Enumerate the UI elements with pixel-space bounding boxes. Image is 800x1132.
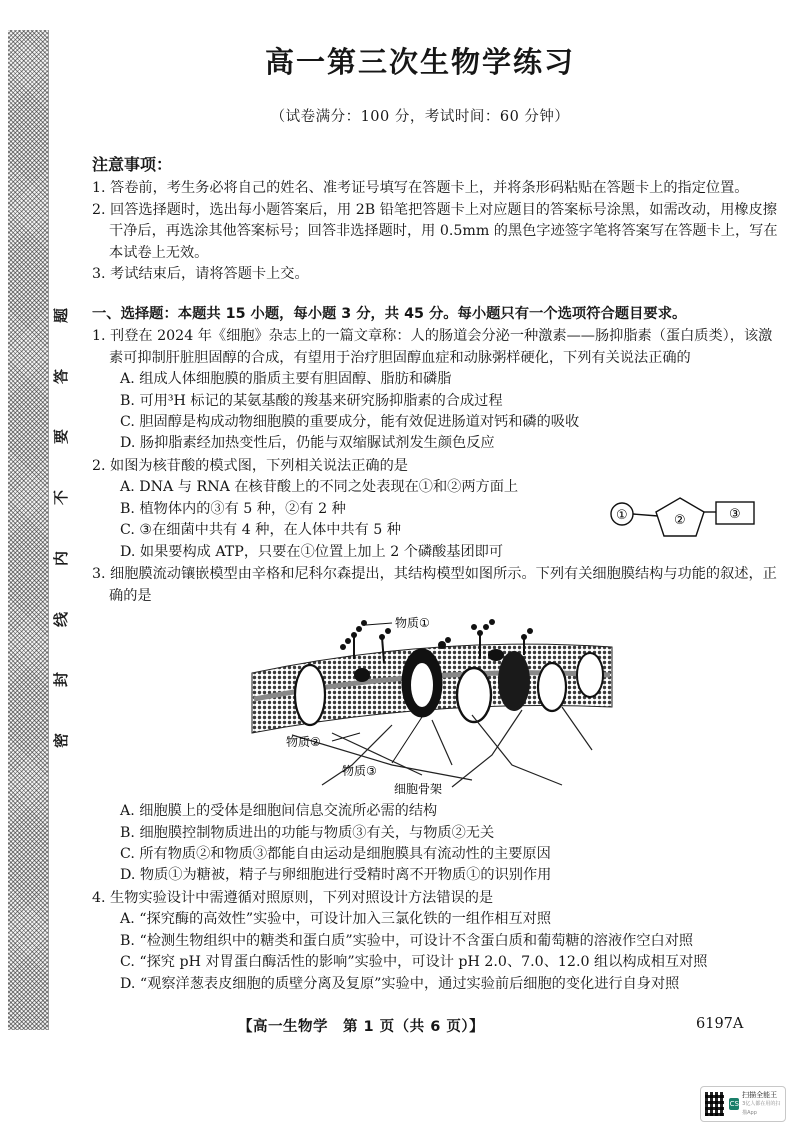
page-title: 高一第三次生物学练习 bbox=[264, 45, 575, 79]
option-d: D. “观察洋葱表皮细胞的质壁分离及复原”实验中，通过实验前后细胞的变化进行自身对照 bbox=[120, 975, 680, 992]
option-d: D. 如果要构成 ATP，只要在①位置上加上 2 个磷酸基团即可 bbox=[120, 543, 504, 560]
binding-margin-pattern bbox=[8, 30, 49, 1030]
option-b: B. 植物体内的③有 5 种，②有 2 种 bbox=[120, 500, 346, 517]
label-3: ③ bbox=[729, 507, 741, 522]
scanner-watermark bbox=[700, 1086, 786, 1122]
option-c: C. ③在细菌中共有 4 种，在人体中共有 5 种 bbox=[120, 522, 401, 539]
scanner-title: 扫描全能王 bbox=[742, 1090, 778, 1099]
option-a: A. DNA 与 RNA 在核苷酸上的不同之处表现在①和②两方面上 bbox=[120, 479, 519, 496]
label-material-3: 物质③ bbox=[342, 764, 377, 779]
option-a: A. 细胞膜上的受体是细胞间信息交流所必需的结构 bbox=[120, 803, 438, 820]
margin-char: 封 bbox=[52, 672, 71, 688]
section-heading: 一、选择题：本题共 15 小题，每小题 3 分，共 45 分。每小题只有一个选项符合题目要求。 bbox=[92, 305, 687, 322]
paper-code: 6197A bbox=[696, 1016, 744, 1032]
margin-char: 密 bbox=[52, 732, 71, 748]
exam-info: （试卷满分：100 分，考试时间：60 分钟） bbox=[270, 109, 570, 125]
label-material-2: 物质② bbox=[286, 735, 321, 750]
page-footer: 【高一生物学 第 1 页（共 6 页）】 bbox=[238, 1019, 485, 1035]
option-b: B. 可用³H 标记的某氨基酸的羧基来研究肠抑脂素的合成过程 bbox=[120, 392, 503, 409]
fluid-mosaic-diagram bbox=[92, 615, 782, 795]
option-c: C. 胆固醇是构成动物细胞膜的重要成分，能有效促进肠道对钙和磷的吸收 bbox=[120, 413, 580, 430]
option-a: A. “探究酶的高效性”实验中，可设计加入三氯化铁的一组作相互对照 bbox=[120, 911, 552, 928]
label-2: ② bbox=[674, 513, 686, 528]
margin-char: 要 bbox=[52, 429, 71, 445]
margin-char: 题 bbox=[52, 307, 71, 324]
margin-char: 答 bbox=[52, 368, 71, 384]
qr-code-icon bbox=[705, 1092, 724, 1116]
option-d: D. 肠抑脂素经加热变性后，仍能与双缩脲试剂发生颜色反应 bbox=[120, 435, 495, 452]
label-cytoskeleton: 细胞骨架 bbox=[394, 782, 443, 796]
membrane-figure bbox=[92, 615, 782, 795]
nucleotide-figure bbox=[520, 490, 760, 554]
option-c: C. 所有物质②和物质③都能自由运动是细胞膜具有流动性的主要原因 bbox=[120, 846, 551, 862]
option-b: B. 细胞膜控制物质进出的功能与物质③有关，与物质②无关 bbox=[120, 824, 495, 841]
scanner-label bbox=[742, 1091, 785, 1118]
scanner-subtitle: 3亿人都在用的扫描App bbox=[742, 1100, 781, 1116]
notice-item: 1. 答卷前，考生务必将自己的姓名、准考证号填写在答题卡上，并将条形码粘贴在答题卡上的指定位置。 bbox=[92, 180, 749, 196]
notice-item: 2. 回答选择题时，选出每小题答案后，用 2B 铅笔把答题卡上对应题目的答案标号涂黑，如需改动，用橡皮擦干净后，再选涂其他答案标号；回答非选择题时，用 0.5mm 的黑色字迹签字笔将答案写在答题卡上，写在本试卷上无效。 bbox=[92, 201, 778, 261]
option-d: D. 物质①为糖被，精子与卵细胞进行受精时离不开物质①的识别作用 bbox=[120, 867, 552, 884]
option-b: B. “检测生物组织中的糖类和蛋白质”实验中，可设计不含蛋白质和葡萄糖的溶液作空白对照 bbox=[120, 932, 694, 949]
margin-char: 不 bbox=[52, 490, 71, 506]
margin-char: 内 bbox=[52, 550, 71, 566]
notice-heading: 注意事项： bbox=[92, 155, 173, 174]
nucleotide-diagram bbox=[520, 490, 760, 550]
margin-char: 线 bbox=[52, 611, 71, 627]
label-material-1: 物质① bbox=[395, 616, 430, 631]
binding-margin-text bbox=[50, 308, 74, 748]
option-c: C. “探究 pH 对胃蛋白酶活性的影响”实验中，可设计 pH 2.0、7.0、12.0 组以构成相互对照 bbox=[120, 954, 708, 971]
question-stem: 3. 细胞膜流动镶嵌模型由辛格和尼科尔森提出，其结构模型如图所示。下列有关细胞膜结构与功能的叙述，正确的是 bbox=[92, 566, 777, 604]
option-a: A. 组成人体细胞膜的脂质主要有胆固醇、脂肪和磷脂 bbox=[120, 371, 452, 388]
question-stem: 2. 如图为核苷酸的模式图，下列相关说法正确的是 bbox=[92, 457, 408, 474]
camscanner-logo-icon: CS bbox=[729, 1100, 739, 1108]
question-stem: 4. 生物实验设计中需遵循对照原则，下列对照设计方法错误的是 bbox=[92, 889, 494, 906]
exam-content bbox=[92, 152, 782, 995]
label-1: ① bbox=[616, 508, 628, 523]
notice-item: 3. 考试结束后，请将答题卡上交。 bbox=[92, 266, 309, 283]
question-stem: 1. 刊登在 2024 年《细胞》杂志上的一篇文章称：人的肠道会分泌一种激素——肠抑脂素（蛋白质类），该激素可抑制肝脏胆固醇的合成，有望用于治疗胆固醇血症和动脉粥样硬化，下列有关说法正确的 bbox=[92, 327, 773, 366]
